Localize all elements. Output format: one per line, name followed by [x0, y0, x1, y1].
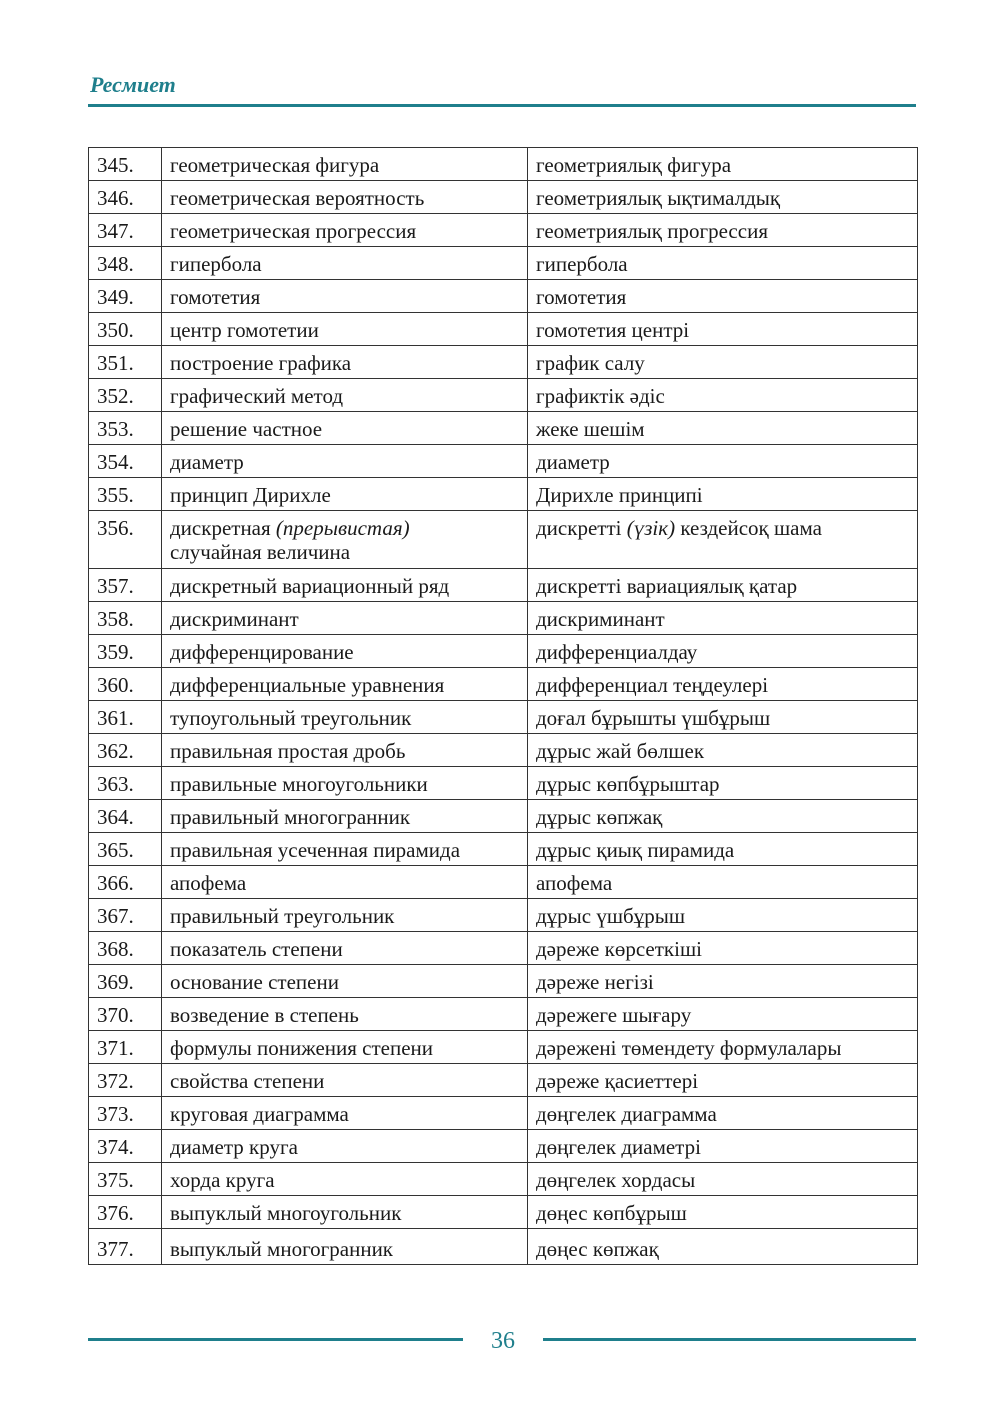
term-number: 372. [89, 1064, 162, 1097]
term-kazakh: геометриялық ықтималдық [528, 181, 918, 214]
term-number: 370. [89, 998, 162, 1031]
term-russian: выпуклый многоугольник [162, 1196, 528, 1229]
term-kazakh: гипербола [528, 247, 918, 280]
term-kazakh: дискриминант [528, 602, 918, 635]
term-russian: основание степени [162, 965, 528, 998]
term-kazakh: дұрыс көпбұрыштар [528, 767, 918, 800]
term-number: 357. [89, 569, 162, 602]
term-kazakh-part: кездейсоқ шама [680, 516, 822, 540]
term-kazakh: дәрежені төмендету формулалары [528, 1031, 918, 1064]
term-number: 371. [89, 1031, 162, 1064]
term-number: 363. [89, 767, 162, 800]
term-russian: возведение в степень [162, 998, 528, 1031]
term-russian: дискретный вариационный ряд [162, 569, 528, 602]
term-number: 347. [89, 214, 162, 247]
term-russian: геометрическая вероятность [162, 181, 528, 214]
term-russian: формулы понижения степени [162, 1031, 528, 1064]
term-kazakh [528, 511, 918, 569]
term-russian: геометрическая прогрессия [162, 214, 528, 247]
term-number: 351. [89, 346, 162, 379]
table-row [89, 668, 918, 701]
term-kazakh: дөңес көпбұрыш [528, 1196, 918, 1229]
term-kazakh: дұрыс қиық пирамида [528, 833, 918, 866]
table-row [89, 445, 918, 478]
table-row [89, 478, 918, 511]
term-russian: дифференцирование [162, 635, 528, 668]
term-number: 355. [89, 478, 162, 511]
table-row [89, 1031, 918, 1064]
term-russian-part: дискретная [170, 516, 271, 540]
term-kazakh: графиктік әдіс [528, 379, 918, 412]
term-kazakh: дәреже қасиеттері [528, 1064, 918, 1097]
term-number: 366. [89, 866, 162, 899]
term-number: 346. [89, 181, 162, 214]
footer-divider-right [543, 1338, 916, 1341]
term-number: 350. [89, 313, 162, 346]
term-russian: принцип Дирихле [162, 478, 528, 511]
term-kazakh: апофема [528, 866, 918, 899]
table-row [89, 313, 918, 346]
term-kazakh: дөңгелек диаграмма [528, 1097, 918, 1130]
term-kazakh: гомотетия центрі [528, 313, 918, 346]
table-row [89, 932, 918, 965]
term-number: 376. [89, 1196, 162, 1229]
term-number: 360. [89, 668, 162, 701]
term-number: 373. [89, 1097, 162, 1130]
term-russian: тупоугольный треугольник [162, 701, 528, 734]
table-row [89, 734, 918, 767]
term-russian: решение частное [162, 412, 528, 445]
table-row [89, 181, 918, 214]
term-kazakh: Дирихле принципі [528, 478, 918, 511]
term-kazakh: дәреже көрсеткіші [528, 932, 918, 965]
term-russian: диаметр круга [162, 1130, 528, 1163]
term-kazakh: график салу [528, 346, 918, 379]
term-number: 368. [89, 932, 162, 965]
term-russian-synonym: (прерывистая) [275, 516, 410, 540]
term-russian: правильный треугольник [162, 899, 528, 932]
table-row [89, 1163, 918, 1196]
term-russian: центр гомотетии [162, 313, 528, 346]
table-row [89, 379, 918, 412]
term-russian: свойства степени [162, 1064, 528, 1097]
term-kazakh: доғал бұрышты үшбұрыш [528, 701, 918, 734]
table-row [89, 1196, 918, 1229]
table-row [89, 866, 918, 899]
term-russian: правильные многоугольники [162, 767, 528, 800]
term-number: 375. [89, 1163, 162, 1196]
table-row [89, 280, 918, 313]
term-russian: гомотетия [162, 280, 528, 313]
term-kazakh: дұрыс жай бөлшек [528, 734, 918, 767]
term-kazakh: дәрежеге шығару [528, 998, 918, 1031]
term-kazakh: дұрыс көпжақ [528, 800, 918, 833]
term-kazakh-part: дискретті [536, 516, 622, 540]
term-russian: правильная простая дробь [162, 734, 528, 767]
term-kazakh: дөңгелек хордасы [528, 1163, 918, 1196]
term-russian: апофема [162, 866, 528, 899]
term-russian: хорда круга [162, 1163, 528, 1196]
table-row [89, 1130, 918, 1163]
terms-table [88, 147, 918, 1265]
table-row [89, 1097, 918, 1130]
term-kazakh: дәреже негізі [528, 965, 918, 998]
table-row [89, 602, 918, 635]
term-number: 348. [89, 247, 162, 280]
term-kazakh: дифференциал теңдеулері [528, 668, 918, 701]
table-row [89, 412, 918, 445]
table-row [89, 214, 918, 247]
term-russian: выпуклый многогранник [162, 1229, 528, 1265]
table-row [89, 1229, 918, 1265]
table-row [89, 346, 918, 379]
table-row [89, 148, 918, 181]
term-number: 377. [89, 1229, 162, 1265]
term-kazakh: геометриялық фигура [528, 148, 918, 181]
term-russian: дифференциальные уравнения [162, 668, 528, 701]
term-number: 367. [89, 899, 162, 932]
table-row [89, 833, 918, 866]
page-header-title: Ресмиет [90, 72, 176, 97]
term-russian: правильный многогранник [162, 800, 528, 833]
term-kazakh: гомотетия [528, 280, 918, 313]
table-row [89, 899, 918, 932]
table-row [89, 1064, 918, 1097]
header-divider [88, 104, 916, 107]
term-number: 374. [89, 1130, 162, 1163]
term-russian: круговая диаграмма [162, 1097, 528, 1130]
term-russian: показатель степени [162, 932, 528, 965]
table-row [89, 800, 918, 833]
term-russian: правильная усеченная пирамида [162, 833, 528, 866]
term-russian: построение графика [162, 346, 528, 379]
term-kazakh: дөңес көпжақ [528, 1229, 918, 1265]
page-number: 36 [491, 1328, 515, 1354]
table-row [89, 635, 918, 668]
term-kazakh-synonym: (үзік) [626, 516, 676, 540]
term-kazakh: дискретті вариациялық қатар [528, 569, 918, 602]
term-russian: гипербола [162, 247, 528, 280]
term-russian-part: случайная величина [170, 540, 351, 564]
table-row [89, 247, 918, 280]
term-number: 345. [89, 148, 162, 181]
term-kazakh: жеке шешім [528, 412, 918, 445]
table-row [89, 511, 918, 569]
term-kazakh: дифференциалдау [528, 635, 918, 668]
term-number: 365. [89, 833, 162, 866]
table-row [89, 998, 918, 1031]
term-kazakh: дөңгелек диаметрі [528, 1130, 918, 1163]
term-kazakh: дұрыс үшбұрыш [528, 899, 918, 932]
term-russian: диаметр [162, 445, 528, 478]
term-number: 358. [89, 602, 162, 635]
term-number: 359. [89, 635, 162, 668]
table-row [89, 767, 918, 800]
term-number: 369. [89, 965, 162, 998]
footer-divider-left [88, 1338, 463, 1341]
term-russian: графический метод [162, 379, 528, 412]
table-row [89, 569, 918, 602]
term-russian: дискриминант [162, 602, 528, 635]
term-russian: геометрическая фигура [162, 148, 528, 181]
term-number: 352. [89, 379, 162, 412]
table-row [89, 701, 918, 734]
term-kazakh: геометриялық прогрессия [528, 214, 918, 247]
term-number: 354. [89, 445, 162, 478]
term-kazakh: диаметр [528, 445, 918, 478]
term-number: 349. [89, 280, 162, 313]
table-row [89, 965, 918, 998]
term-number: 361. [89, 701, 162, 734]
term-russian [162, 511, 528, 569]
term-number: 353. [89, 412, 162, 445]
term-number: 364. [89, 800, 162, 833]
term-number: 362. [89, 734, 162, 767]
term-number: 356. [89, 511, 162, 569]
